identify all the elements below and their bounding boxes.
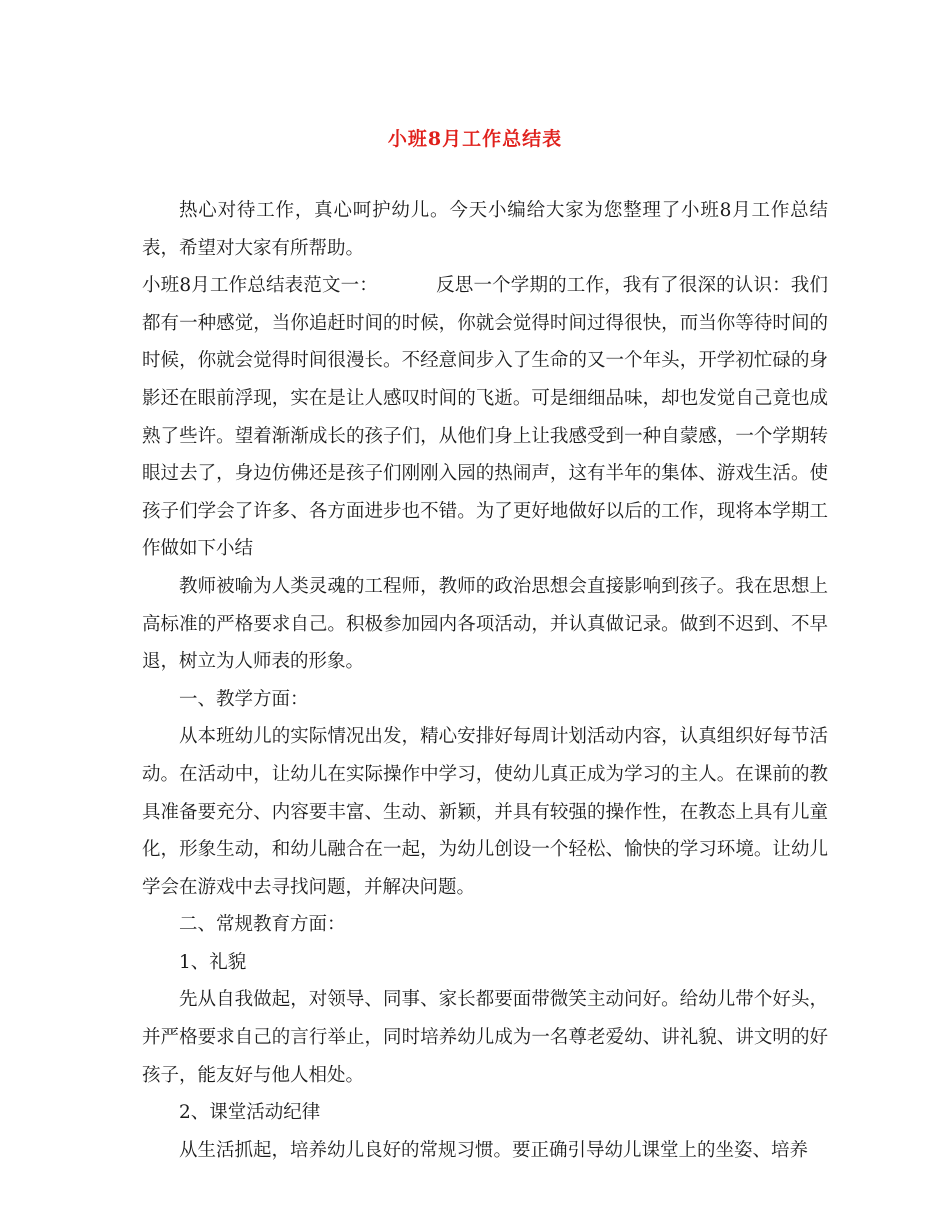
document-body [142,192,828,1169]
subsection1-heading: 1、礼貌 [179,951,247,973]
sample-heading: 小班8月工作总结表范文一： [142,275,378,297]
section1-paragraph: 从本班幼儿的实际情况出发，精心安排好每周计划活动内容，认真组织好每节活动。在活动中，让幼儿在实际操作中学习，使幼儿真正成为学习的主人。在课前的教具准备要充分、内容要丰富、生动、新颖，并具有较强的操作性，在教态上具有儿童化，形象生动，和幼儿融合在一起，为幼儿创设一个轻松、愉快的学习环境。让幼儿学会在游戏中去寻找问题，并解决问题。 [142,726,828,898]
intro-paragraph: 热心对待工作，真心呵护幼儿。今天小编给大家为您整理了小班8月工作总结表，希望对大家有所帮助。 [142,200,828,259]
section2-heading: 二、常规教育方面： [179,914,346,936]
subsection2-paragraph: 从生活抓起，培养幼儿良好的常规习惯。要正确引导幼儿课堂上的坐姿、培养 [179,1139,809,1161]
subsection1-paragraph: 先从自我做起，对领导、同事、家长都要面带微笑主动问好。给幼儿带个好头，并严格要求自己的言行举止，同时培养幼儿成为一名尊老爱幼、讲礼貌、讲文明的好孩子，能友好与他人相处。 [142,989,828,1086]
section1-heading: 一、教学方面： [179,688,309,710]
subsection2-heading: 2、课堂活动纪律 [179,1102,321,1124]
sample-intro: 反思一个学期的工作，我有了很深的认识：我们都有一种感觉，当你追赶时间的时候，你就会觉得时间过得很快，而当你等待时间的时候，你就会觉得时间很漫长。不经意间步入了生命的又一个年头，开学初忙碌的身影还在眼前浮现，实在是让人感叹时间的飞逝。可是细细品味，却也发觉自己竟也成熟了些许。望着渐渐成长的孩子们，从他们身上让我感受到一种自蒙感，一个学期转眼过去了，身边仿佛还是孩子们刚刚入园的热闹声，这有半年的集体、游戏生活。使孩子们学会了许多、各方面进步也不错。为了更好地做好以后的工作，现将本学期工作做如下小结 [142,275,828,560]
sample-paragraph [142,267,828,568]
document-title: 小班8月工作总结表 [387,128,563,150]
ethics-paragraph: 教师被喻为人类灵魂的工程师，教师的政治思想会直接影响到孩子。我在思想上高标准的严格要求自己。积极参加园内各项活动，并认真做记录。做到不迟到、不早退，树立为人师表的形象。 [142,575,828,673]
